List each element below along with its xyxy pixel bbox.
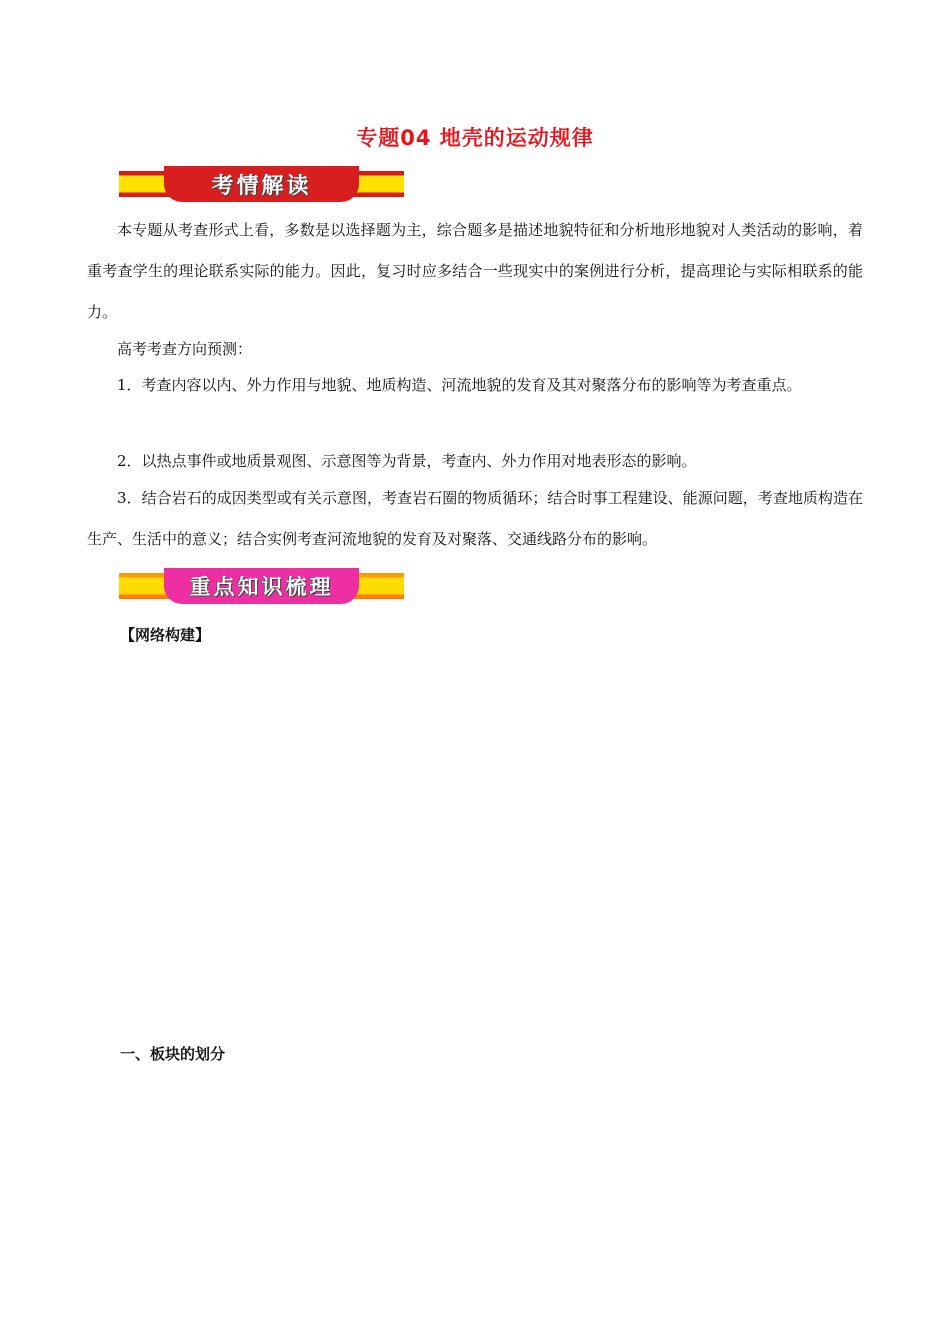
key-knowledge-banner: [119, 568, 404, 604]
network-construction-label: 【网络构建】: [120, 626, 211, 644]
forecast-heading: 高考考查方向预测：: [117, 340, 253, 358]
forecast-item-3: 3．结合岩石的成因类型或有关示意图，考查岩石圈的物质循环；结合时事工程建设、能源问题，考查地质构造在生产、生活中的意义；结合实例考查河流地貌的发育及对聚落、交通线路分布的影响。: [87, 489, 863, 548]
exam-analysis-banner: [119, 166, 404, 202]
forecast-item-2: 2．以热点事件或地质景观图、示意图等为背景，考查内、外力作用对地表形态的影响。: [117, 452, 697, 470]
document-title: 专题04 地壳的运动规律: [356, 126, 594, 150]
section-heading-plate-division: 一、板块的划分: [120, 1045, 226, 1063]
key-knowledge-banner-label: 重点知识梳理: [164, 568, 359, 604]
intro-paragraph: 本专题从考查形式上看，多数是以选择题为主，综合题多是描述地貌特征和分析地形地貌对人类活动的影响，着重考查学生的理论联系实际的能力。因此，复习时应多结合一些现实中的案例进行分析，提高理论与实际相联系的能力。: [87, 221, 863, 321]
forecast-item-1: 1．考查内容以内、外力作用与地貌、地质构造、河流地貌的发育及其对聚落分布的影响等为考查重点。: [117, 376, 802, 394]
exam-analysis-banner-label: 考情解读: [164, 166, 359, 202]
